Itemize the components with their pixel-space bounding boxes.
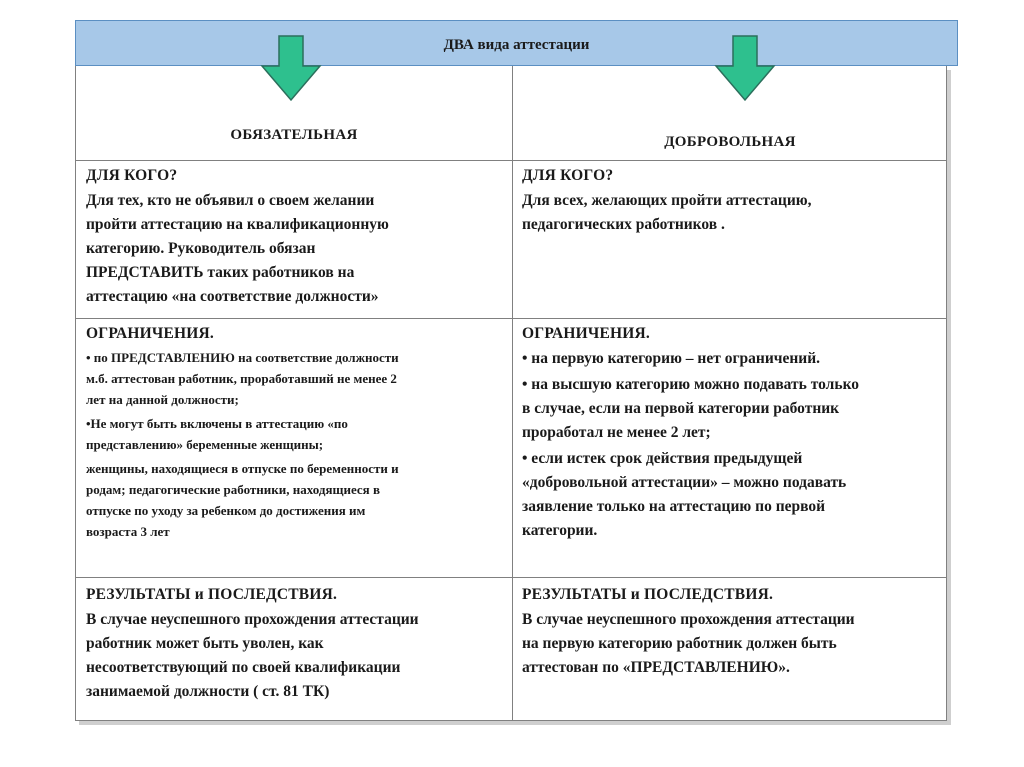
text-line: педагогических работников . bbox=[522, 216, 725, 233]
text-line: • на первую категорию – нет ограничений. bbox=[522, 350, 821, 367]
text-line: отпуске по уходу за ребенком до достижения им bbox=[86, 503, 366, 518]
text-line: женщины, находящиеся в отпуске по беременности и bbox=[86, 461, 399, 476]
down-arrow-right-icon bbox=[714, 34, 776, 102]
results-cell-left bbox=[86, 586, 506, 704]
text-line: работник может быть уволен, как bbox=[86, 635, 324, 652]
text-line: проработал не менее 2 лет; bbox=[522, 424, 711, 441]
header-title: ДВА вида аттестации bbox=[443, 37, 590, 53]
who-cell-left bbox=[86, 167, 506, 309]
results-title-right: РЕЗУЛЬТАТЫ и ПОСЛЕДСТВИЯ. bbox=[522, 586, 774, 603]
text-line: заявление только на аттестацию по первой bbox=[522, 498, 826, 515]
who-title-right: ДЛЯ КОГО? bbox=[522, 167, 614, 184]
limits-title-left: ОГРАНИЧЕНИЯ. bbox=[86, 325, 215, 342]
text-line: категорию. Руководитель обязан bbox=[86, 240, 316, 257]
row-divider-3 bbox=[75, 577, 947, 578]
who-title-left: ДЛЯ КОГО? bbox=[86, 167, 178, 184]
text-line: пройти аттестацию на квалификационную bbox=[86, 216, 389, 233]
text-line: аттестован по «ПРЕДСТАВЛЕНИЮ». bbox=[522, 659, 790, 676]
text-line: • по ПРЕДСТАВЛЕНИЮ на соответствие должности bbox=[86, 350, 399, 365]
limits-title-right: ОГРАНИЧЕНИЯ. bbox=[522, 325, 651, 342]
column-label-mandatory: ОБЯЗАТЕЛЬНАЯ bbox=[230, 127, 358, 143]
text-line: аттестацию «на соответствие должности» bbox=[86, 288, 379, 305]
down-arrow-left-icon bbox=[260, 34, 322, 102]
text-line: несоответствующий по своей квалификации bbox=[86, 659, 401, 676]
column-label-voluntary: ДОБРОВОЛЬНАЯ bbox=[664, 134, 796, 150]
results-cell-right bbox=[522, 586, 942, 680]
text-line: в случае, если на первой категории работник bbox=[522, 400, 840, 417]
text-line: занимаемой должности ( ст. 81 ТК) bbox=[86, 683, 330, 700]
header-bar bbox=[75, 20, 958, 66]
column-divider bbox=[512, 66, 513, 721]
text-line: В случае неуспешного прохождения аттестации bbox=[86, 611, 419, 628]
text-line: на первую категорию работник должен быть bbox=[522, 635, 837, 652]
who-cell-right bbox=[522, 167, 942, 237]
text-line: • если истек срок действия предыдущей bbox=[522, 450, 803, 467]
text-line: •Не могут быть включены в аттестацию «по bbox=[86, 416, 348, 431]
row-divider-1 bbox=[75, 160, 947, 161]
row-divider-2 bbox=[75, 318, 947, 319]
text-line: м.б. аттестован работник, проработавший не менее 2 bbox=[86, 371, 397, 386]
text-line: Для тех, кто не объявил о своем желании bbox=[86, 192, 375, 209]
text-line: родам; педагогические работники, находящиеся в bbox=[86, 482, 380, 497]
text-line: представлению» беременные женщины; bbox=[86, 437, 324, 452]
text-line: «добровольной аттестации» – можно подавать bbox=[522, 474, 847, 491]
text-line: ПРЕДСТАВИТЬ таких работников на bbox=[86, 264, 355, 281]
text-line: возраста 3 лет bbox=[86, 524, 170, 539]
text-line: лет на данной должности; bbox=[86, 392, 239, 407]
text-line: Для всех, желающих пройти аттестацию, bbox=[522, 192, 812, 209]
limits-cell-right bbox=[522, 325, 942, 545]
results-title-left: РЕЗУЛЬТАТЫ и ПОСЛЕДСТВИЯ. bbox=[86, 586, 338, 603]
limits-cell-left bbox=[86, 325, 506, 545]
text-line: • на высшую категорию можно подавать только bbox=[522, 376, 860, 393]
text-line: В случае неуспешного прохождения аттестации bbox=[522, 611, 855, 628]
text-line: категории. bbox=[522, 522, 598, 539]
